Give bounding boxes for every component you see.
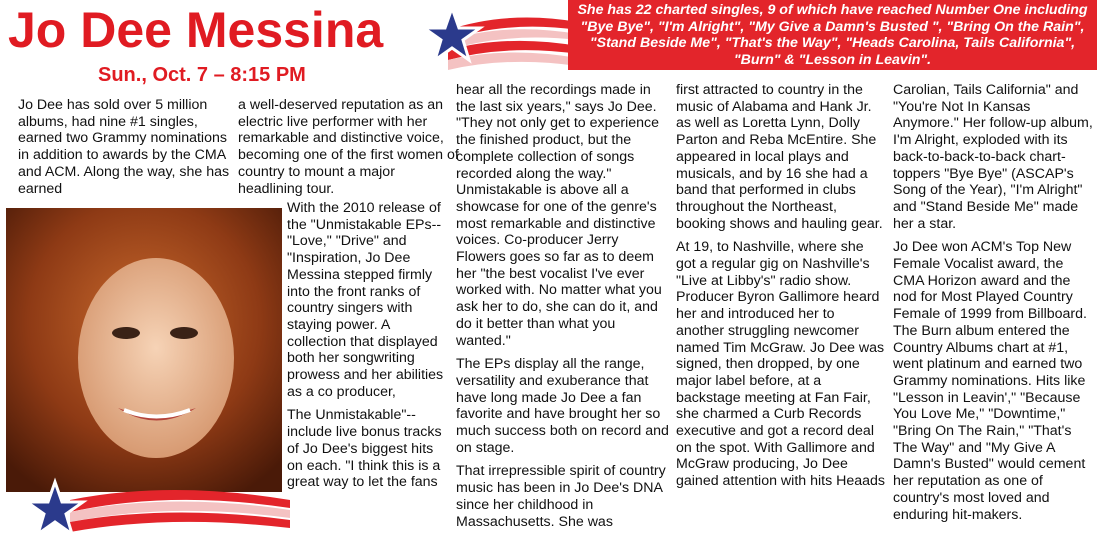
article-column-3 — [456, 82, 670, 530]
article-paragraph: At 19, to Nashville, where she got a regular gig on Nashville's "Live at Libby's" radio show. Producer Byron Gallimore heard her and introduced her to another struggling newcomer named Tim McGraw. Jo Dee was signed, then dropped, by one major label before, at a backstage meeting at Fan Fair, she charmed a Curb Records executive and got a record deal on the spot. With Gallimore and McGraw producing, Jo Dee gained attention with hits Heaads — [676, 239, 886, 490]
star-flag-icon — [408, 0, 578, 70]
article-paragraph: Jo Dee won ACM's Top New Female Vocalist award, the CMA Horizon award and the nod for Most Played Country Female of 1999 from Billboard. The Burn album entered the Country Albums chart at #1, went platinum and earned two Grammy nominations. Hits like "Lesson in Leavin'," "Because You Love Me," "Downtime," "Bring On The Rain," "That's The Way" and "My Give A Damn's Busted" would cement her reputation as one of country's most loved and enduring hit-makers. — [893, 239, 1087, 523]
article-column-2-top — [238, 97, 462, 197]
star-flag-icon — [0, 470, 290, 538]
singles-banner: She has 22 charted singles, 9 of which have reached Number One including "Bye Bye", "I'm Alright", "My Give a Damn's Busted ", "Bring On the Rain", "Stand Beside Me", "That's the Way", "Heads Carolina, Tails California", "Burn" & "Lesson in Leavin". — [568, 0, 1097, 70]
article-paragraph: first attracted to country in the music of Alabama and Hank Jr. as well as Loretta Lynn, Dolly Parton and Reba McEntire. She appeared in local plays and musicals, and by 16 she had a band that performed in clubs throughout the Northeast, booking shows and hauling gear. — [676, 82, 883, 232]
article-column-1 — [18, 97, 230, 197]
article-paragraph: With the 2010 release of the "Unmistakable EPs--"Love," "Drive" and "Inspiration, Jo Dee Messina stepped firmly into the front ranks of country singers with staying power. A collection that displayed both her songwriting prowess and her abilities as a co producer, — [287, 200, 444, 400]
artist-photo — [6, 208, 282, 492]
article-paragraph: Carolian, Tails California" and "You're Not In Kansas Anymore." Her follow-up album, I'm Alright, exploded with its back-to-back-to-back chart-toppers "Bye Bye" (ASCAP's Song of the Year), "I'm Alright" and "Stand Beside Me" made her a star. — [893, 82, 1093, 232]
article-paragraph: a well-deserved reputation as an electric live performer with her remarkable and distinctive voice, becoming one of the first women of country to mount a major headlining tour. — [238, 97, 459, 197]
article-paragraph: hear all the recordings made in the last six years," says Jo Dee. "They not only get to experience the finished product, but the complete collection of songs recorded along the way." Unmistakable is above all a showcase for one of the genre's most remarkable and distinctive voices. Co-producer Jerry Flowers goes so far as to deem her "the best vocalist I've ever worked with. No matter what you ask her to do, she can do it, and do it better than what you wanted." — [456, 82, 662, 349]
article-paragraph: The Unmistakable"-- include live bonus tracks of Jo Dee's biggest hits on each. "I think this is a great way to let the fans — [287, 407, 442, 491]
article-paragraph: The EPs display all the range, versatility and exuberance that have long made Jo Dee a fan favorite and have brought her so much success both on record and on stage. — [456, 356, 669, 456]
event-date: Sun., Oct. 7 – 8:15 PM — [98, 64, 306, 86]
article-column-4 — [676, 82, 886, 490]
article-column-2 — [287, 200, 447, 491]
article-column-5 — [893, 82, 1093, 523]
page-title: Jo Dee Messina — [8, 2, 384, 58]
article-paragraph: Jo Dee has sold over 5 million albums, had nine #1 singles, earned two Grammy nominations in addition to awards by the CMA and ACM. Along the way, she has earned — [18, 97, 230, 197]
article-paragraph: That irrepressible spirit of country music has been in Jo Dee's DNA since her childhood in Massachusetts. She was — [456, 463, 666, 530]
